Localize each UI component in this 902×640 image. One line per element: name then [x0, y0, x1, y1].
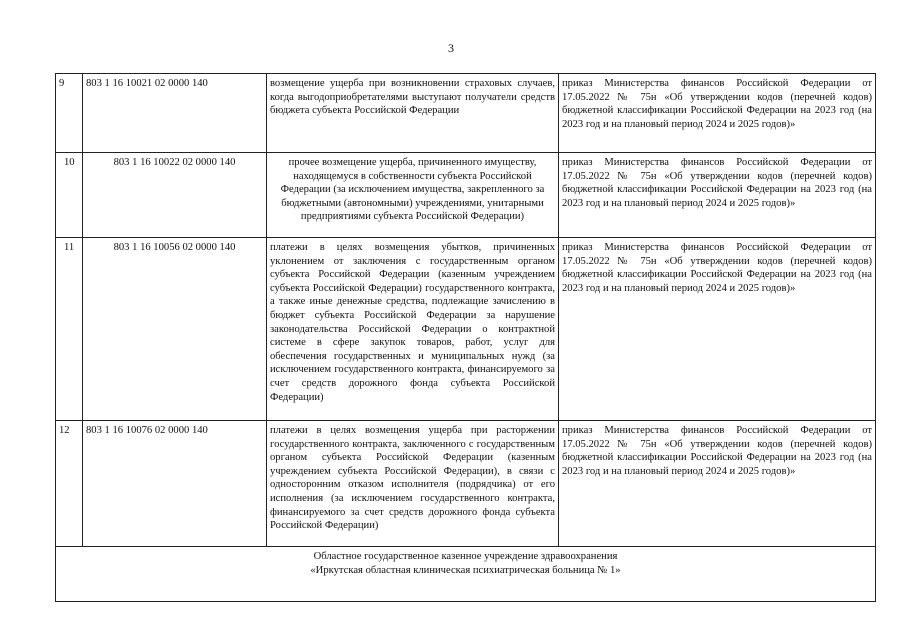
table-row: [56, 238, 876, 421]
institution-type: Областное государственное казенное учреждение здравоохранения: [313, 551, 618, 562]
row-number: 11: [56, 238, 83, 421]
row-number: 12: [56, 421, 83, 547]
income-description: платежи в целях возмещения ущерба при расторжении государственного контракта, заключенного с государственным органом субъекта Российской Федерации (казенным учреждением субъекта Российской Федерации), в связи с односторонним отказом исполнителя (подрядчика) от его исполнения (за исключением государственного контракта, финансируемого за счет средств дорожного фонда субъекта Российской Федерации): [267, 421, 559, 547]
page-number: 3: [448, 41, 454, 55]
table-row: [56, 421, 876, 547]
legal-basis: приказ Министерства финансов Российской Федерации от 17.05.2022 № 75н «Об утверждении кодов (перечней кодов) бюджетной классификации Российской Федерации на 2023 год (на 2023 год и на плановый период 2024 и 2025 годов)»: [559, 74, 876, 153]
legal-basis: приказ Министерства финансов Российской Федерации от 17.05.2022 № 75н «Об утверждении кодов (перечней кодов) бюджетной классификации Российской Федерации на 2023 год (на 2023 год и на плановый период 2024 и 2025 годов)»: [559, 421, 876, 547]
legal-basis: приказ Министерства финансов Российской Федерации от 17.05.2022 № 75н «Об утверждении кодов (перечней кодов) бюджетной классификации Российской Федерации на 2023 год (на 2023 год и на плановый период 2024 и 2025 годов)»: [559, 153, 876, 238]
institution-heading: [56, 547, 876, 602]
budget-code: 803 1 16 10056 02 0000 140: [83, 238, 267, 421]
institution-name: «Иркутская областная клиническая психиатрическая больница № 1»: [310, 564, 621, 576]
row-number: 10: [56, 153, 83, 238]
budget-codes-table: [55, 73, 876, 602]
budget-code: 803 1 16 10076 02 0000 140: [83, 421, 267, 547]
table-row: [56, 74, 876, 153]
budget-code: 803 1 16 10022 02 0000 140: [83, 153, 267, 238]
budget-code: 803 1 16 10021 02 0000 140: [83, 74, 267, 153]
table-row: [56, 153, 876, 238]
row-number: 9: [56, 74, 83, 153]
section-header-row: [56, 547, 876, 602]
income-description: платежи в целях возмещения убытков, причиненных уклонением от заключения с государственным органом субъекта Российской Федерации (казенным учреждением субъекта Российской Федерации) государственного контракта, а также иные денежные средства, подлежащие зачислению в бюджет субъекта Российской Федерации за нарушение законодательства Российской Федерации о контрактной системе в сфере закупок товаров, работ, услуг для обеспечения государственных и муниципальных нужд (за исключением государственного контракта, финансируемого за счет средств дорожного фонда субъекта Российской Федерации): [267, 238, 559, 421]
income-description: прочее возмещение ущерба, причиненного имуществу, находящемуся в собственности субъекта Российской Федерации (за исключением имущества, закрепленного за бюджетными (автономными) учреждениями, унитарными предприятиями субъекта Российской Федерации): [267, 153, 559, 238]
income-description: возмещение ущерба при возникновении страховых случаев, когда выгодоприобретателями выступают получатели средств бюджета субъекта Российской Федерации: [267, 74, 559, 153]
legal-basis: приказ Министерства финансов Российской Федерации от 17.05.2022 № 75н «Об утверждении кодов (перечней кодов) бюджетной классификации Российской Федерации на 2023 год (на 2023 год и на плановый период 2024 и 2025 годов)»: [559, 238, 876, 421]
